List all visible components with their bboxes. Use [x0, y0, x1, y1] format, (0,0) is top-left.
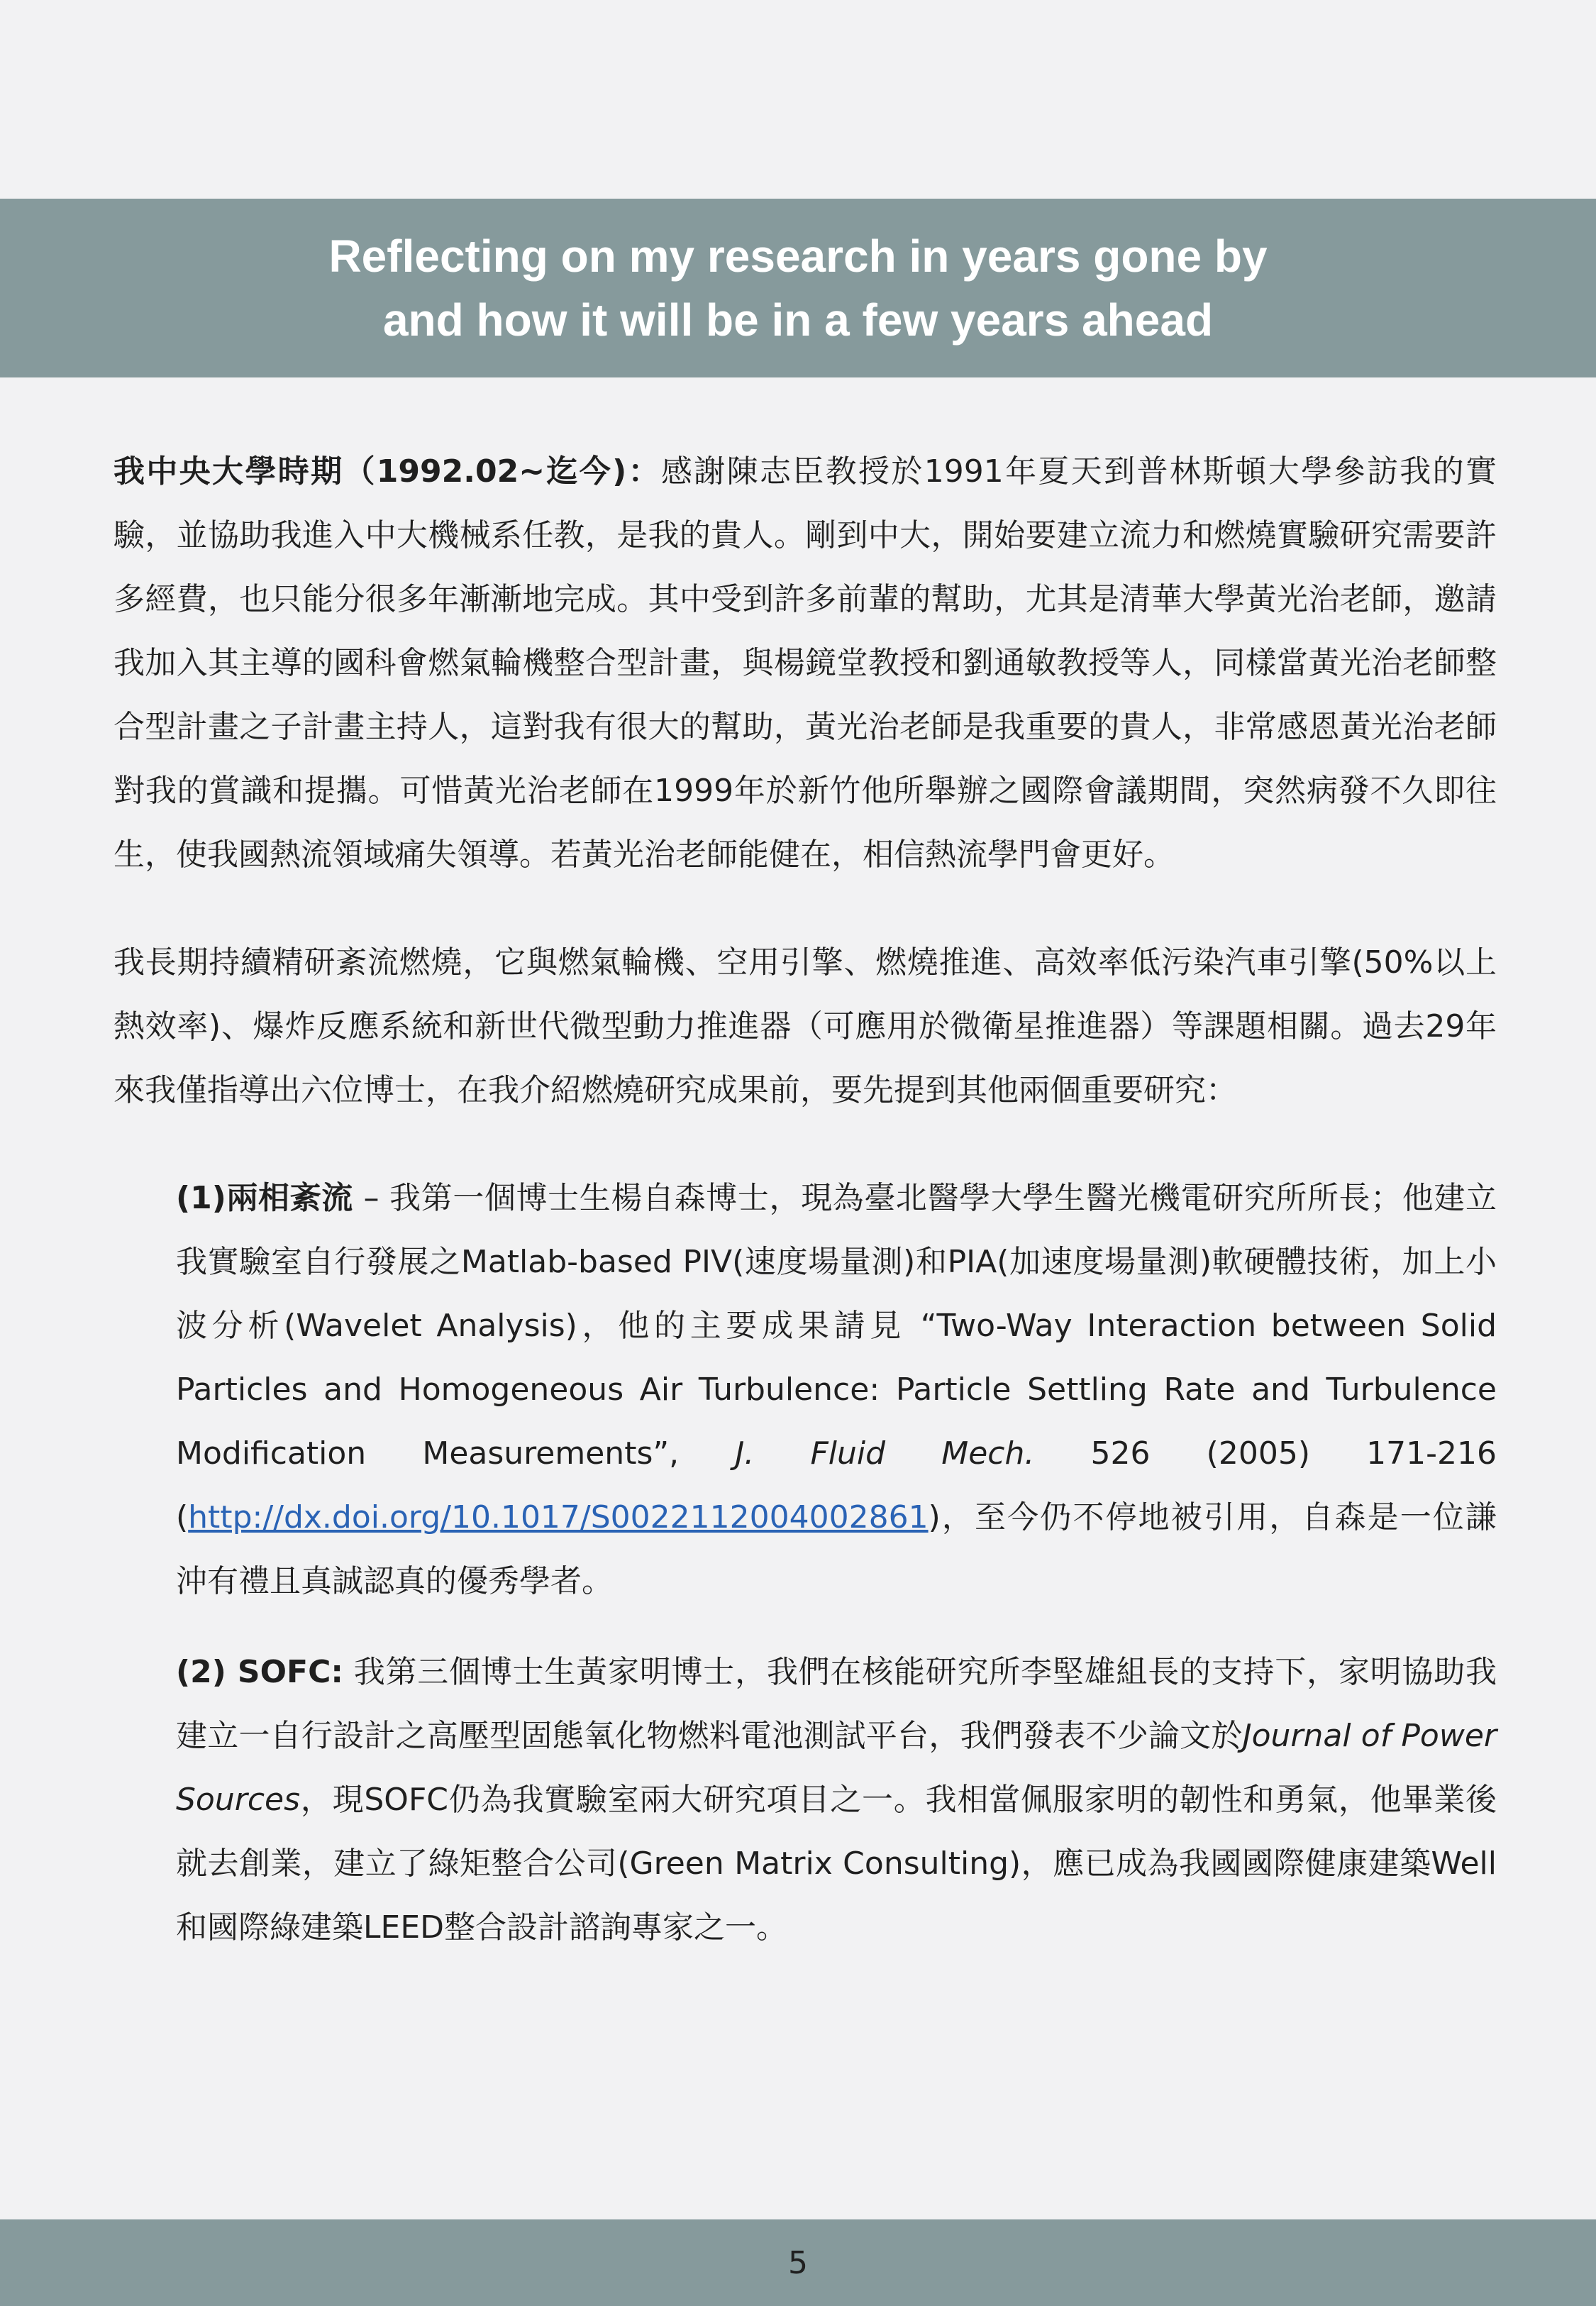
- title-band: [0, 199, 1596, 377]
- paragraph-text: 感謝陳志臣教授於1991年夏天到普林斯頓大學參訪我的實驗，並協助我進入中大機械系任教，是我的貴人。剛到中大，開始要建立流力和燃燒實驗研究需要許多經費，也只能分很多年漸漸地完成。其中受到許多前輩的幫助，尤其是清華大學黃光治老師，邀請我加入其主導的國科會燃氣輪機整合型計畫，與楊鏡堂教授和劉通敏教授等人，同樣當黃光治老師整合型計畫之子計畫主持人，這對我有很大的幫助，黃光治老師是我重要的貴人，非常感恩黃光治老師對我的賞識和提攜。可惜黃光治老師在1999年於新竹他所舉辦之國際會議期間，突然病發不久即往生，使我國熱流領域痛失領導。若黃光治老師能健在，相信熱流學門會更好。: [113, 453, 1497, 873]
- citation-text: 526 (2005) 171-216 (: [176, 1435, 1497, 1535]
- subsection-heading: (1)兩相紊流: [176, 1180, 353, 1216]
- subsection-two-phase-turbulence: [176, 1166, 1497, 1613]
- paragraph-lead-heading: 我中央大學時期（1992.02~迄今)：: [113, 453, 661, 490]
- paragraph-research-overview: [113, 931, 1497, 1122]
- page-number: 5: [788, 2244, 808, 2281]
- subsection-sofc: [176, 1640, 1497, 1960]
- doi-link[interactable]: http://dx.doi.org/10.1017/S0022112004002861: [188, 1499, 929, 1535]
- journal-name: J. Fluid Mech.: [735, 1435, 1035, 1472]
- paragraph-ncu-period: [113, 440, 1497, 887]
- footer-band: [0, 2219, 1596, 2306]
- page-title-line-2: and how it will be in a few years ahead: [382, 294, 1214, 346]
- subsection-text: 我第一個博士生楊自森博士，現為臺北醫學大學生醫光機電研究所所長；他建立我實驗室自行發展之Matlab-based PIV(速度場量測)和PIA(加速度場量測)軟硬體技術，加上小波分析(Wavelet Analysis)，他的主要成果請見 “Two-Way Interaction between Solid Particles and Homogeneous Air Turbulence: Particle Settling Rate and Turbulence Modification Measurements”,: [176, 1180, 1497, 1472]
- page-title-line-1: Reflecting on my research in years gone by: [328, 231, 1268, 282]
- subsection-text: 我第三個博士生黃家明博士，我們在核能研究所李堅雄組長的支持下，家明協助我建立一自行設計之高壓型固態氧化物燃料電池測試平台，我們發表不少論文於: [176, 1654, 1497, 1754]
- subsection-text: )，至今仍不停地被引用，自森是一位謙沖有禮且真誠認真的優秀學者。: [176, 1499, 1497, 1599]
- subsection-heading: (2) SOFC:: [176, 1654, 343, 1690]
- article-body: [113, 440, 1497, 1987]
- journal-name: Journal of Power Sources: [176, 1718, 1497, 1818]
- dash-separator: –: [353, 1180, 390, 1216]
- subsection-text: ，現SOFC仍為我實驗室兩大研究項目之一。我相當佩服家明的韌性和勇氣，他畢業後就去創業，建立了綠矩整合公司(Green Matrix Consulting)，應已成為我國國際健康建築Well和國際綠建築LEED整合設計諮詢專家之一。: [176, 1782, 1497, 1946]
- paragraph-text: 我長期持續精研紊流燃燒，它與燃氣輪機、空用引擎、燃燒推進、高效率低污染汽車引擎(50%以上熱效率)、爆炸反應系統和新世代微型動力推進器（可應用於微衛星推進器）等課題相關。過去29年來我僅指導出六位博士，在我介紹燃燒研究成果前，要先提到其他兩個重要研究：: [113, 944, 1497, 1108]
